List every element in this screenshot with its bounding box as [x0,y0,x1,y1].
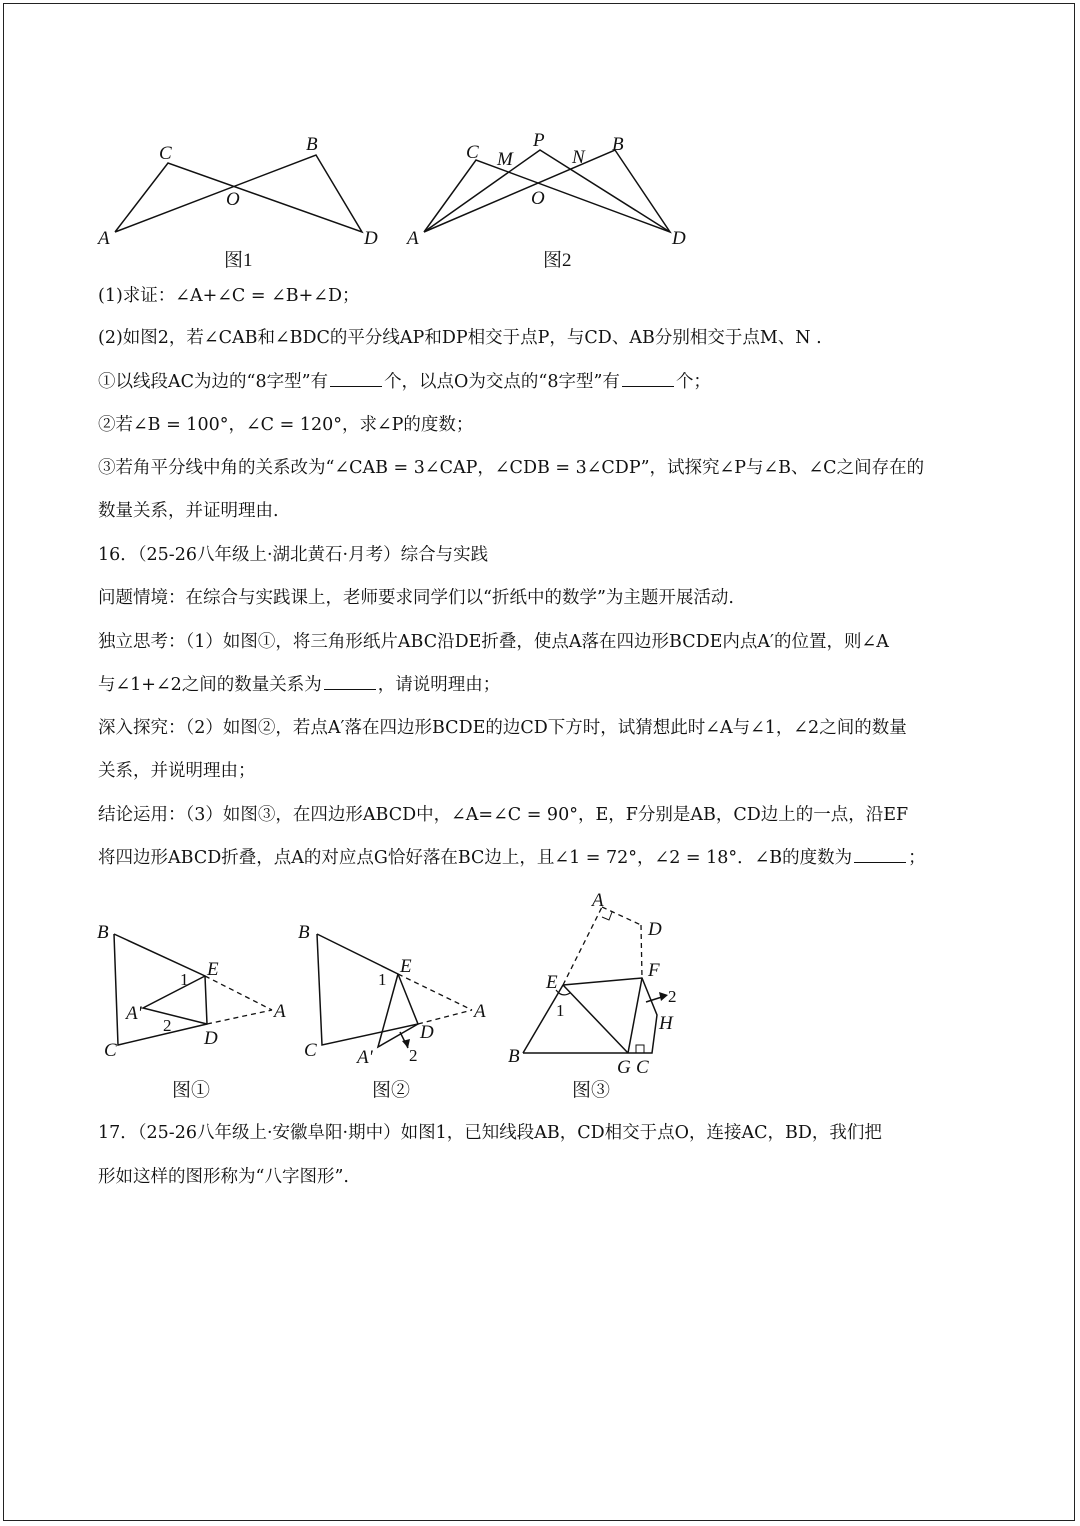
q15-part1: (1)求证：∠A+∠C = ∠B+∠D； [98,286,360,306]
fig1-caption: 图1 [224,250,253,271]
q15-part2-sub3-cont: 数量关系，并证明理由. [98,501,279,521]
figB-label-C: C [304,1040,317,1061]
figC-label-C: C [636,1057,649,1078]
figC-label-H: H [659,1013,673,1034]
fig1-label-C: C [159,143,172,164]
fig2-label-A: A [407,228,419,249]
fig2-label-O: O [531,188,545,209]
fig2-label-C: C [466,142,479,163]
fig2-caption: 图2 [543,250,572,271]
q15-part2-sub3: ③若角平分线中角的关系改为“∠CAB = 3∠CAP，∠CDB = 3∠CDP”，试探究∠P与∠B、∠C之间存在的 [98,458,925,478]
q16-part2: 深入探究：（2）如图②，若点A′落在四边形BCDE的边CD下方时，试猜想此时∠A与∠1，∠2之间的数量 [98,718,907,738]
q16-context: 问题情境：在综合与实践课上，老师要求同学们以“折纸中的数学”为主题开展活动. [98,588,734,608]
figB-angle-2: 2 [409,1046,418,1065]
q16-part1-text-b: ，请说明理由； [377,675,501,695]
fig2-label-P: P [533,130,545,151]
q16-part3-text-a: 将四边形ABCD折叠，点A的对应点G恰好落在BC边上，且∠1 = 72°，∠2 = 18°．∠B的度数为 [98,848,853,868]
figA-angle-2: 2 [163,1016,172,1035]
figC-label-D: D [648,919,662,940]
q15-part2-sub2: ②若∠B = 100°，∠C = 120°，求∠P的度数； [98,415,474,435]
figA-label-C: C [104,1040,117,1061]
q16-part2-cont: 关系，并说明理由； [98,761,256,781]
figC-angle-2: 2 [668,987,677,1006]
figB-angle-1: 1 [378,970,387,989]
q15-sub1-text-a: ①以线段AC为边的“8字型”有 [98,372,329,392]
fig2-label-M: M [497,149,513,170]
figB-label-A: A [474,1001,486,1022]
figA-angle-1: 1 [180,970,189,989]
q17-heading: 17．（25-26八年级上·安徽阜阳·期中）如图1，已知线段AB，CD相交于点O，连接AC，BD，我们把 [98,1123,882,1143]
fig1-label-A: A [98,228,110,249]
figC-label-A: A [592,890,604,911]
q17-cont: 形如这样的图形称为“八字图形”. [98,1167,349,1187]
fig1-label-B: B [306,134,318,155]
q16-heading: 16．（25-26八年级上·湖北黄石·月考）综合与实践 [98,545,489,565]
figA-caption: 图① [172,1080,211,1101]
figA-label-E: E [207,959,219,980]
fig2-label-D: D [672,228,686,249]
fig1-label-O: O [226,189,240,210]
figA-label-A: A [274,1001,286,1022]
q15-sub1-text-c: 个； [675,372,711,392]
figC-label-E: E [546,972,558,993]
figB-label-E: E [400,956,412,977]
figA-label-A-prime: A' [126,1003,142,1024]
figC-label-B: B [508,1046,520,1067]
q16-part3: 结论运用：（3）如图③，在四边形ABCD中，∠A=∠C = 90°，E，F分别是AB，CD边上的一点，沿EF [98,805,909,825]
figC-label-G: G [617,1057,631,1078]
figC-angle-1: 1 [556,1001,565,1020]
figA-label-B: B [97,922,109,943]
fig1-label-D: D [364,228,378,249]
figB-label-B: B [298,922,310,943]
fig2-label-B: B [612,134,624,155]
figB-label-A-prime: A' [357,1047,373,1068]
fig2-label-N: N [572,147,585,168]
figB-caption: 图② [372,1080,411,1101]
figC-caption: 图③ [572,1080,611,1101]
q15-sub1-text-b: 个，以点O为交点的“8字型”有 [384,372,620,392]
q15-part2: (2)如图2，若∠CAB和∠BDC的平分线AP和DP相交于点P，与CD、AB分别相交于点M、N . [98,328,822,348]
q16-part1: 独立思考：（1）如图①，将三角形纸片ABC沿DE折叠，使点A落在四边形BCDE内点A′的位置，则∠A [98,632,889,652]
figA-label-D: D [204,1028,218,1049]
q16-part1-text-a: 与∠1+∠2之间的数量关系为 [98,675,322,695]
q16-part3-text-b: ； [908,848,926,868]
figB-label-D: D [420,1022,434,1043]
figC-label-F: F [648,960,660,981]
